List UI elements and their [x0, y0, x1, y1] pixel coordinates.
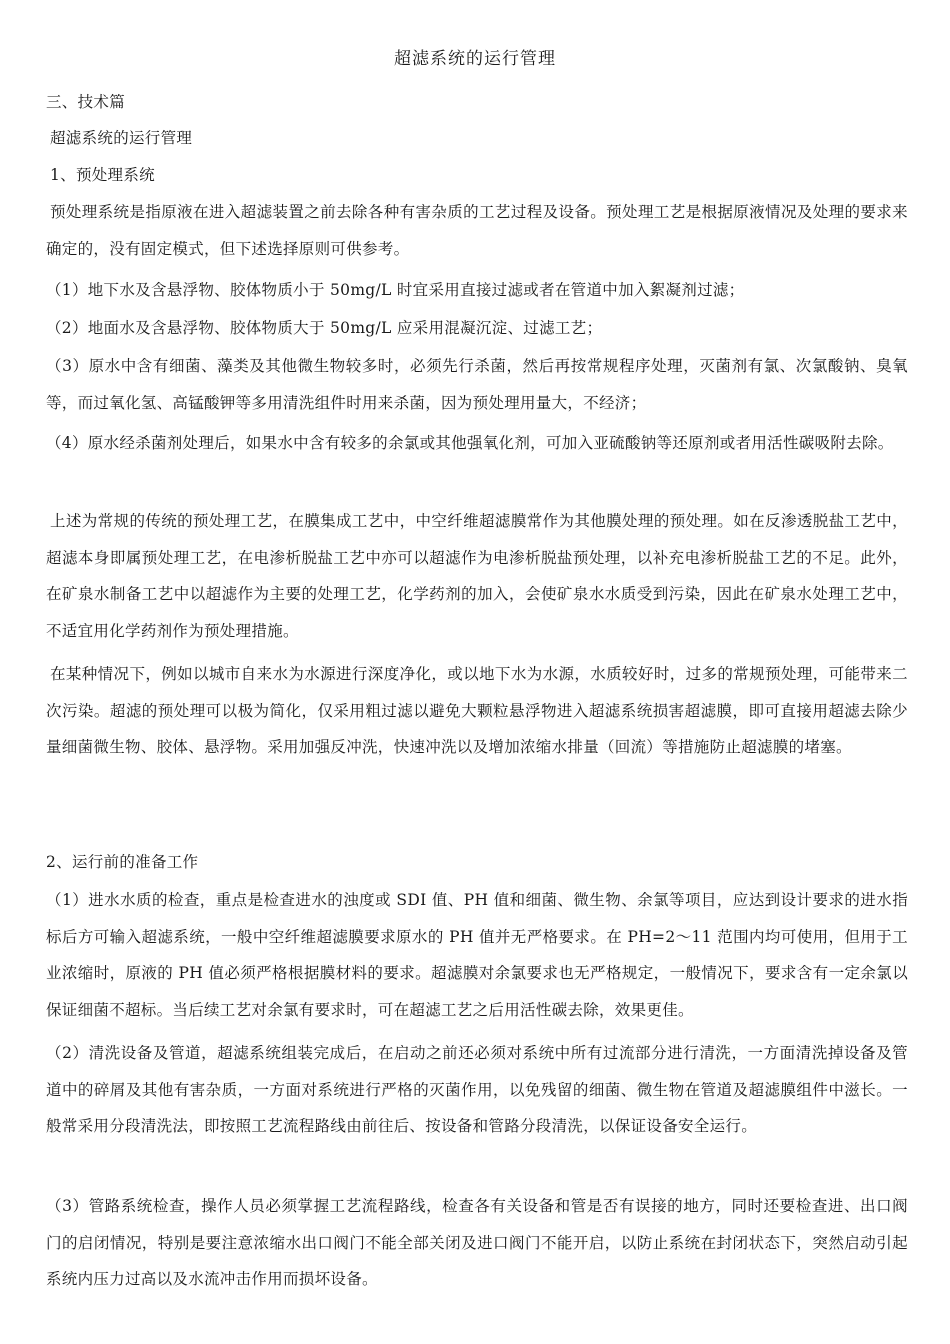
paragraph-item-3: （3）原水中含有细菌、藻类及其他微生物较多时，必须先行杀菌，然后再按常规程序处理，灭菌剂有氯、次氯酸钠、臭氧等，而过氧化氢、高锰酸钾等多用清洗组件时用来杀菌，因为预处理用量大，不经济；	[46, 357, 908, 412]
paragraph-water-quality-check: （1）进水水质的检查，重点是检查进水的浊度或 SDI 值、PH 值和细菌、微生物、余氯等项目，应达到设计要求的进水指标后方可输入超滤系统，一般中空纤维超滤膜要求原水的 PH 值并无严格要求。在 PH=2～11 范围内均可使用，但用于工业浓缩时，原液的 PH 值必须严格根据膜材料的要求。超滤膜对余氯要求也无严格规定，一般情况下，要求含有一定余氯以保证细菌不超标。当后续工艺对余氯有要求时，可在超滤工艺之后用活性碳去除，效果更佳。	[46, 891, 908, 1019]
paragraph-simplified-pretreatment: 在某种情况下，例如以城市自来水为水源进行深度净化，或以地下水为水源，水质较好时，过多的常规预处理，可能带来二次污染。超滤的预处理可以极为简化，仅采用粗过滤以避免大颗粒悬浮物进入超滤系统损害超滤膜，即可直接用超滤去除少量细菌微生物、胶体、悬浮物。采用加强反冲洗，快速冲洗以及增加浓缩水排量（回流）等措施防止超滤膜的堵塞。	[46, 665, 908, 756]
paragraph-pipeline-check: （3）管路系统检查，操作人员必须掌握工艺流程路线，检查各有关设备和管是否有误接的地方，同时还要检查进、出口阀门的启闭情况，特别是要注意浓缩水出口阀门不能全部关闭及进口阀门不能开启，以防止系统在封闭状态下，突然启动引起系统内压力过高以及水流冲击作用而损坏设备。	[46, 1197, 908, 1288]
paragraph-item-1: （1）地下水及含悬浮物、胶体物质小于 50mg/L 时宜采用直接过滤或者在管道中加入絮凝剂过滤；	[46, 281, 745, 299]
paragraph-item-2: （2）地面水及含悬浮物、胶体物质大于 50mg/L 应采用混凝沉淀、过滤工艺；	[46, 319, 603, 337]
paragraph-pretreatment-intro: 预处理系统是指原液在进入超滤装置之前去除各种有害杂质的工艺过程及设备。预处理工艺是根据原液情况及处理的要求来确定的，没有固定模式，但下述选择原则可供参考。	[46, 203, 908, 258]
heading-pretreatment: 1、预处理系统	[50, 166, 155, 184]
section-heading: 三、技术篇	[46, 93, 126, 111]
paragraph-membrane-integration: 上述为常规的传统的预处理工艺，在膜集成工艺中，中空纤维超滤膜常作为其他膜处理的预处理。如在反渗透脱盐工艺中，超滤本身即属预处理工艺，在电渗析脱盐工艺中亦可以超滤作为电渗析脱盐预处理，以补充电渗析脱盐工艺的不足。此外，在矿泉水制备工艺中以超滤作为主要的处理工艺，化学药剂的加入，会使矿泉水水质受到污染，因此在矿泉水处理工艺中，不适宜用化学药剂作为预处理措施。	[46, 512, 908, 640]
heading-preparation: 2、运行前的准备工作	[46, 853, 199, 871]
paragraph-cleaning: （2）清洗设备及管道，超滤系统组装完成后，在启动之前还必须对系统中所有过流部分进行清洗，一方面清洗掉设备及管道中的碎屑及其他有害杂质，一方面对系统进行严格的灭菌作用，以免残留的细菌、微生物在管道及超滤膜组件中滋长。一般常采用分段清洗法，即按照工艺流程路线由前往后、按设备和管路分段清洗，以保证设备安全运行。	[46, 1044, 908, 1135]
page-title: 超滤系统的运行管理	[394, 49, 556, 69]
paragraph-item-4: （4）原水经杀菌剂处理后，如果水中含有较多的余氯或其他强氧化剂，可加入亚硫酸钠等还原剂或者用活性碳吸附去除。	[46, 434, 894, 452]
sub-heading: 超滤系统的运行管理	[50, 129, 193, 147]
